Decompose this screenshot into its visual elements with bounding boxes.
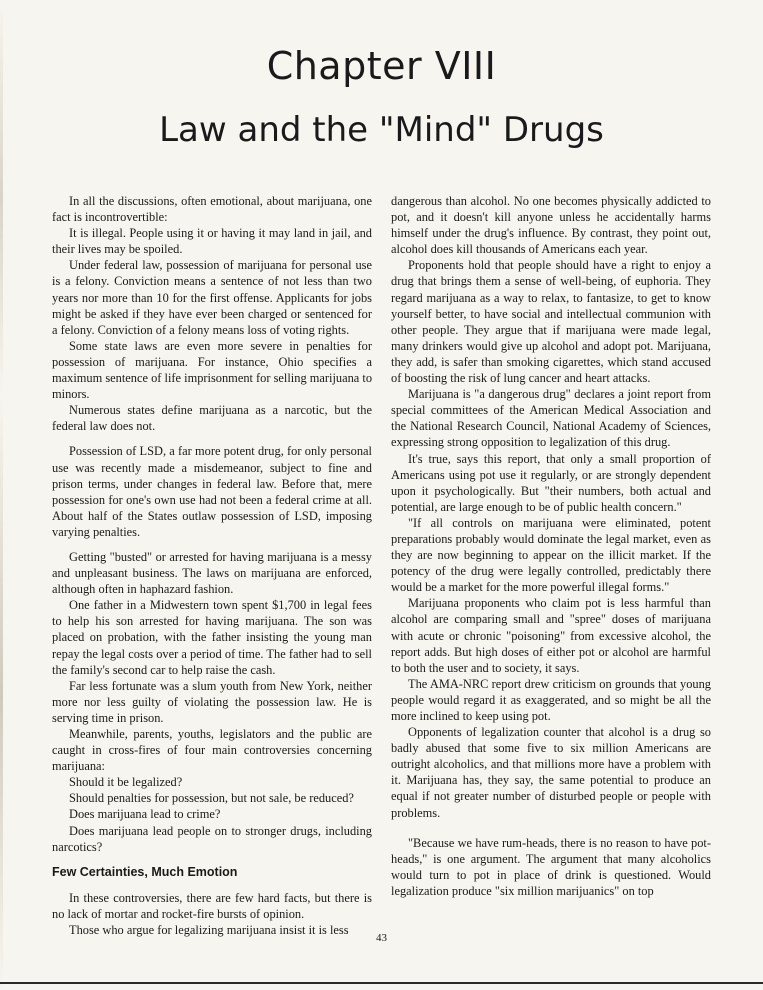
paragraph: Some state laws are even more severe in penalties for possession of marijuana. For instance, Ohio specifies a maximum sentence of life imprisonment for selling marijuana to minors. bbox=[52, 338, 373, 402]
bottom-rule bbox=[0, 982, 763, 984]
paragraph: Meanwhile, parents, youths, legislators and the public are caught in cross-fires of four main controversies concerning marijuana: bbox=[52, 727, 372, 774]
paragraph: The AMA-NRC report drew criticism on grounds that young people would regard it as exaggerated, and so might be all the more inclined to keep using pot. bbox=[391, 676, 711, 723]
page-number: 43 bbox=[376, 932, 387, 944]
paragraph: Possession of LSD, a far more potent drug, for only personal use was recently made a misdemeanor, subject to fine and prison terms, under changes in federal law. Before that, mere possession for one's own use had not been a federal crime at all. About half of the States outlaw possession of LSD, imposing varying penalties. bbox=[52, 444, 372, 539]
question-item: Should penalties for possession, but not sale, be reduced? bbox=[69, 791, 354, 806]
paragraph: In these controversies, there are few hard facts, but there is no lack of mortar and rocket-fire bursts of opinion. bbox=[52, 890, 372, 921]
paragraph: Those who argue for legalizing marijuana insist it is less bbox=[69, 923, 349, 938]
paragraph: Marijuana is "a dangerous drug" declares a joint report from special committees of the American Medical Association and the National Research Council, National Academy of Sciences, expressing strong opposition to legalization of this drug. bbox=[391, 387, 711, 450]
question-item: Should it be legalized? bbox=[69, 775, 183, 790]
paragraph: It is illegal. People using it or having it may land in jail, and their lives may be spoiled. bbox=[52, 226, 372, 257]
paragraph: Under federal law, possession of marijuana for personal use is a felony. Conviction means a sentence of not less than two years nor more than 10 for the first offense. Applicants for jobs might be asked if they have ever been charged or sentenced for a felony. Conviction of a felony means loss of voting rights. bbox=[52, 258, 372, 337]
question-item: Does marijuana lead to crime? bbox=[69, 807, 221, 822]
section-subheading: Few Certainties, Much Emotion bbox=[52, 864, 238, 879]
paragraph: In all the discussions, often emotional, about marijuana, one fact is incontrovertible: bbox=[52, 194, 372, 225]
paragraph: Far less fortunate was a slum youth from New York, neither more nor less guilty of violating the possession law. He is serving time in prison. bbox=[52, 678, 372, 725]
paragraph: dangerous than alcohol. No one becomes physically addicted to pot, and it doesn't kill anyone unless he accidentally harms himself under the drug's influence. By contrast, they point out, alcohol does kill thousands of Americans each year. bbox=[391, 194, 711, 257]
right-column bbox=[391, 193, 711, 899]
paragraph: "Because we have rum-heads, there is no reason to have pot-heads," is one argument. The argument that many alcoholics would turn to pot in place of drink is questioned. Would legalization produce "six million marijuanics" on top bbox=[391, 835, 711, 898]
paragraph: One father in a Midwestern town spent $1,700 in legal fees to help his son arrested for having marijuana. The son was placed on probation, with the father insisting the young man repay the legal costs over a period of time. The father had to sell the family's second car to help raise the cash. bbox=[52, 598, 372, 677]
chapter-label: Chapter VIII bbox=[266, 44, 497, 88]
paragraph: Marijuana proponents who claim pot is less harmful than alcohol are comparing small and "spree" doses of marijuana with acute or chronic "poisoning" from excessive alcohol, the report adds. But high doses of either pot or alcohol are harmful to both the user and to society, it says. bbox=[391, 596, 711, 675]
paragraph: Numerous states define marijuana as a narcotic, but the federal law does not. bbox=[52, 403, 372, 434]
chapter-title: Law and the "Mind" Drugs bbox=[159, 110, 604, 150]
paragraph: Proponents hold that people should have a right to enjoy a drug that brings them a sense of well-being, of euphoria. They regard marijuana as a way to relax, to fantasize, to get to know yourself better, to have social and intellectual communion with other people. They argue that if marijuana were made legal, many drinkers would give up alcohol and adopt pot. Marijuana, they add, is safer than smoking cigarettes, which stand accused of boosting the risk of lung cancer and heart attacks. bbox=[391, 258, 711, 386]
paragraph: Getting "busted" or arrested for having marijuana is a messy and unpleasant business. The laws on marijuana are enforced, although often in haphazard fashion. bbox=[52, 549, 372, 597]
question-item: Does marijuana lead people on to stronger drugs, including narcotics? bbox=[52, 823, 372, 854]
paragraph: "If all controls on marijuana were eliminated, potent preparations probably would dominate the legal market, even as they are now beginning to appear on the illicit market. If the potency of the drug were legally controlled, predictably there would be a market for the more powerful illegal forms." bbox=[391, 515, 711, 595]
left-column bbox=[52, 193, 372, 938]
paragraph: It's true, says this report, that only a small proportion of Americans using pot use it regularly, or are strongly dependent upon it psychologically. But "their numbers, both actual and potential, are large enough to be of public health concern." bbox=[391, 451, 711, 514]
paragraph: Opponents of legalization counter that alcohol is a drug so badly abused that some five to six million Americans are outright alcoholics, and that millions more have a problem with it. Marijuana has, they say, the same potential to produce an equal if not greater number of disturbed people or people with problems. bbox=[391, 725, 711, 820]
